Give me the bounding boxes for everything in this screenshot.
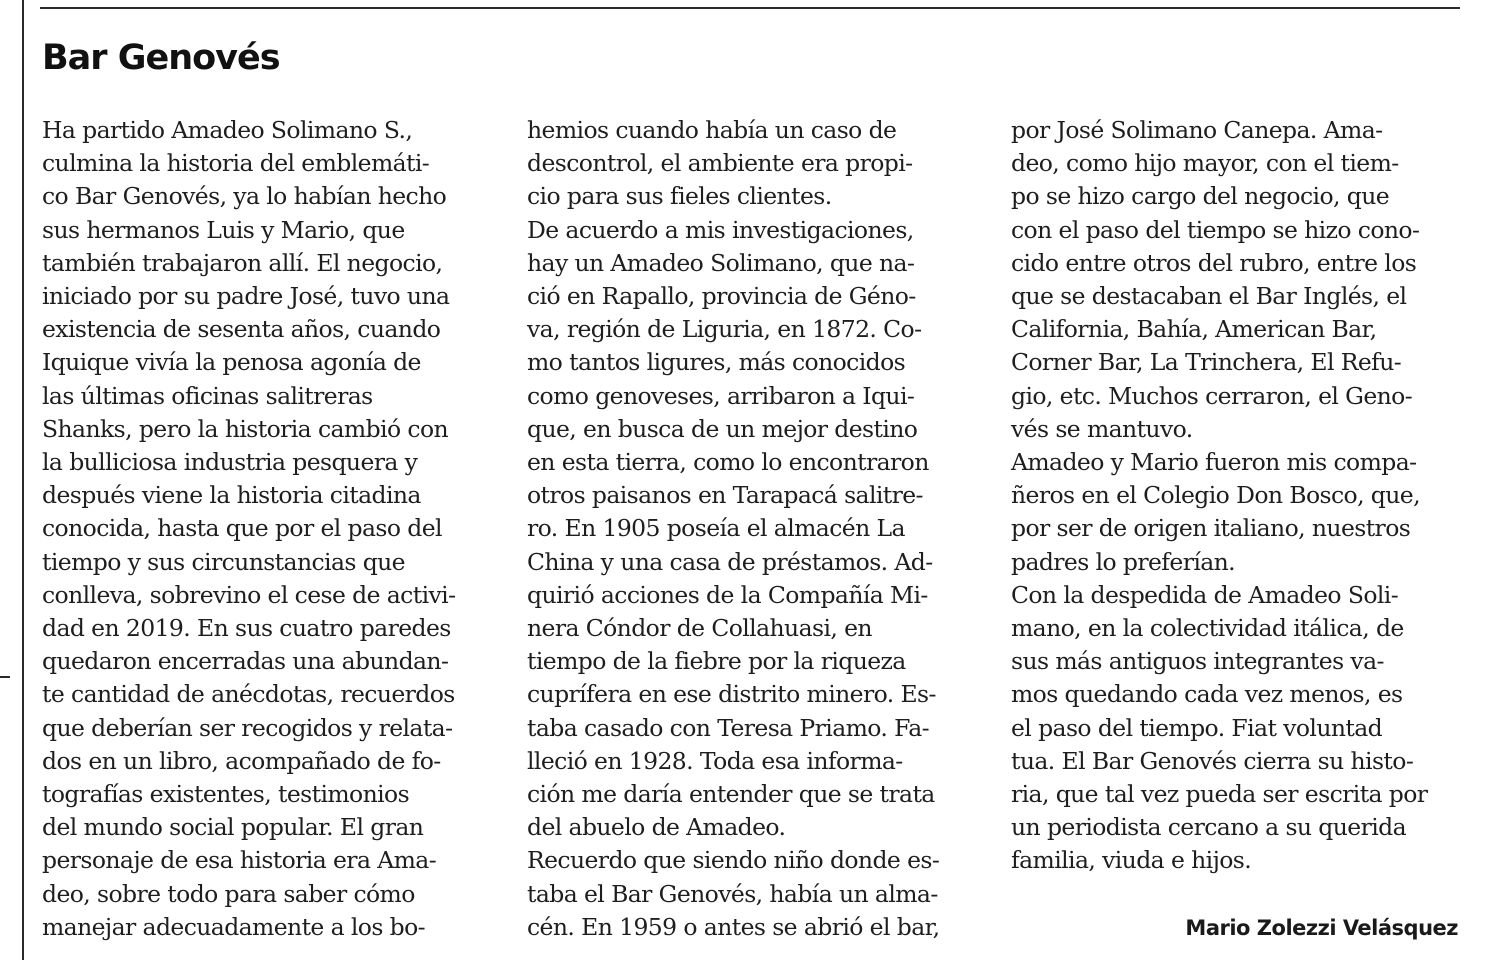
text-line: tua. El Bar Genovés cierra su histo- (1011, 746, 1414, 775)
text-line: sus más antiguos integrantes va- (1011, 647, 1384, 676)
text-line: que se destacaban el Bar Inglés, el (1011, 282, 1407, 311)
text-line: un periodista cercano a su querida (1011, 813, 1406, 842)
text-line: ñeros en el Colegio Don Bosco, que, (1011, 481, 1420, 510)
text-line: sus hermanos Luis y Mario, que (42, 215, 405, 244)
text-line: en esta tierra, como lo encontraron (527, 448, 929, 477)
text-line: Ha partido Amadeo Solimano S., (42, 116, 413, 144)
top-rule (40, 7, 1460, 9)
text-line: taba casado con Teresa Priamo. Fa- (527, 713, 930, 742)
text-line: iniciado por su padre José, tuvo una (42, 282, 450, 311)
article-column-3 (1011, 114, 1427, 878)
text-line: mo tantos ligures, más conocidos (527, 348, 906, 377)
text-line: quedaron encerradas una abundan- (42, 647, 449, 676)
text-line: taba el Bar Genovés, había un alma- (527, 879, 938, 908)
text-line: por ser de origen italiano, nuestros (1011, 514, 1411, 543)
text-line: por José Solimano Canepa. Ama- (1011, 116, 1383, 144)
text-line: vés se mantuvo. (1011, 414, 1193, 443)
text-line: tiempo y sus circunstancias que (42, 547, 405, 576)
text-line: Amadeo y Mario fueron mis compa- (1011, 448, 1417, 477)
text-line: mos quedando cada vez menos, es (1011, 680, 1403, 709)
text-line: después viene la historia citadina (42, 481, 421, 510)
text-line: hay un Amadeo Solimano, que na- (527, 248, 915, 277)
text-line: nera Cóndor de Collahuasi, en (527, 614, 872, 643)
text-line: gio, etc. Muchos cerraron, el Geno- (1011, 381, 1413, 410)
left-column-rule (22, 0, 24, 960)
text-line: Iquique vivía la penosa agonía de (42, 348, 421, 377)
text-line: ció en Rapallo, provincia de Géno- (527, 282, 916, 311)
text-line: hemios cuando había un caso de (527, 116, 897, 144)
text-line: otros paisanos en Tarapacá salitre- (527, 481, 923, 510)
text-line: Recuerdo que siendo niño donde es- (527, 846, 940, 875)
text-line: con el paso del tiempo se hizo cono- (1011, 215, 1420, 244)
text-line: lleció en 1928. Toda esa informa- (527, 746, 903, 775)
text-line: culmina la historia del emblemáti- (42, 149, 430, 178)
text-line: De acuerdo a mis investigaciones, (527, 215, 914, 244)
text-line: tografías existentes, testimonios (42, 780, 410, 809)
text-line: como genoveses, arribaron a Iqui- (527, 381, 915, 410)
text-line: ro. En 1905 poseía el almacén La (527, 514, 905, 543)
text-line: California, Bahía, American Bar, (1011, 315, 1377, 344)
text-line: Shanks, pero la historia cambió con (42, 414, 449, 443)
text-line: manejar adecuadamente a los bo- (42, 912, 426, 941)
text-line: Corner Bar, La Trinchera, El Refu- (1011, 348, 1402, 377)
text-line: ción me daría entender que se trata (527, 780, 935, 809)
text-line: deo, como hijo mayor, con el tiem- (1011, 149, 1399, 178)
text-line: las últimas oficinas salitreras (42, 381, 373, 410)
text-line: conlleva, sobrevino el cese de activi- (42, 580, 456, 609)
text-line: quirió acciones de la Compañía Mi- (527, 580, 928, 609)
text-line: mano, en la colectividad itálica, de (1011, 614, 1404, 643)
text-line: co Bar Genovés, ya lo habían hecho (42, 182, 447, 211)
text-line: familia, viuda e hijos. (1011, 846, 1252, 875)
text-line: cuprífera en ese distrito minero. Es- (527, 680, 936, 709)
text-line: también trabajaron allí. El negocio, (42, 248, 443, 277)
text-line: cio para sus fieles clientes. (527, 182, 832, 211)
text-line: que, en busca de un mejor destino (527, 414, 918, 443)
text-line: dos en un libro, acompañado de fo- (42, 746, 441, 775)
article-column-1 (42, 114, 455, 944)
text-line: te cantidad de anécdotas, recuerdos (42, 680, 455, 709)
text-line: deo, sobre todo para saber cómo (42, 879, 415, 908)
text-line: conocida, hasta que por el paso del (42, 514, 442, 543)
text-line: Con la despedida de Amadeo Soli- (1011, 580, 1399, 609)
article-byline: Mario Zolezzi Velásquez (1185, 916, 1458, 940)
text-line: ria, que tal vez pueda ser escrita por (1011, 780, 1428, 809)
text-line: descontrol, el ambiente era propi- (527, 149, 913, 178)
text-line: existencia de sesenta años, cuando (42, 315, 441, 344)
text-line: cén. En 1959 o antes se abrió el bar, (527, 912, 940, 941)
text-line: del abuelo de Amadeo. (527, 813, 786, 842)
text-line: cido entre otros del rubro, entre los (1011, 248, 1417, 277)
text-line: po se hizo cargo del negocio, que (1011, 182, 1390, 211)
text-line: el paso del tiempo. Fiat voluntad (1011, 713, 1383, 742)
article-column-2 (527, 114, 940, 944)
text-line: tiempo de la fiebre por la riqueza (527, 647, 906, 676)
text-line: que deberían ser recogidos y relata- (42, 713, 453, 742)
text-line: personaje de esa historia era Ama- (42, 846, 437, 875)
text-line: del mundo social popular. El gran (42, 813, 424, 842)
text-line: padres lo preferían. (1011, 547, 1236, 576)
text-line: China y una casa de préstamos. Ad- (527, 547, 933, 576)
text-line: la bulliciosa industria pesquera y (42, 448, 418, 477)
text-line: va, región de Liguria, en 1872. Co- (527, 315, 922, 344)
left-margin-tick (0, 676, 10, 678)
article-title: Bar Genovés (42, 38, 280, 78)
text-line: dad en 2019. En sus cuatro paredes (42, 614, 451, 643)
